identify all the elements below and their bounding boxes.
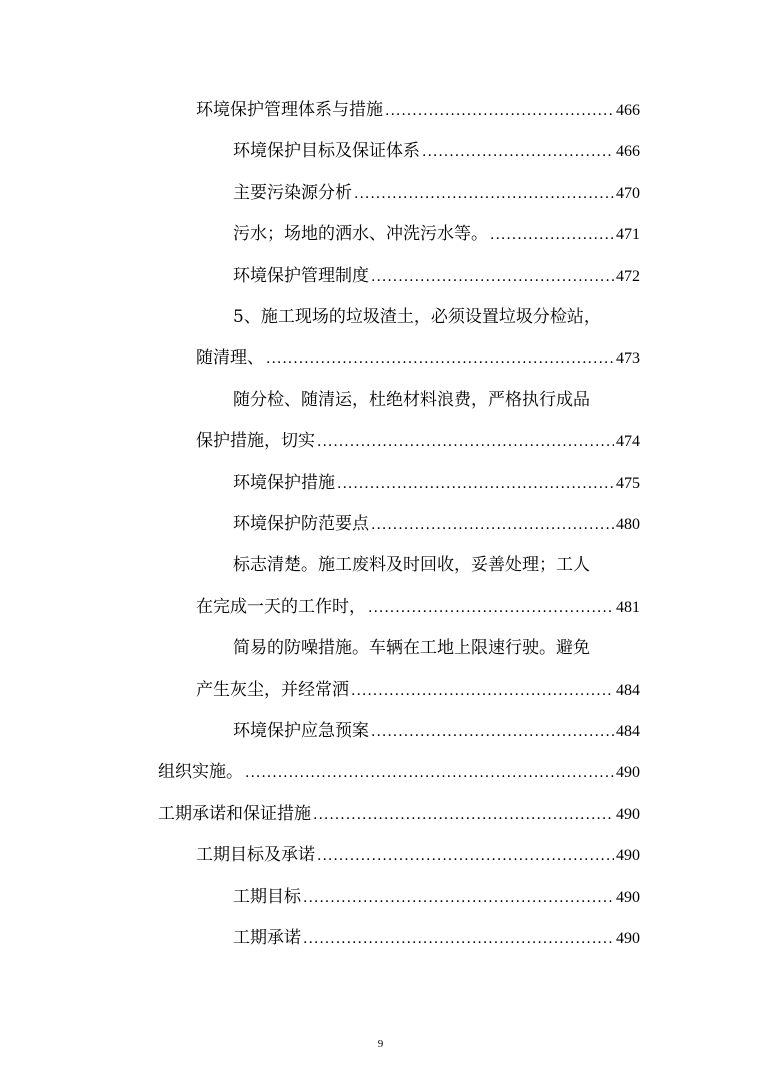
toc-entry-first-line[interactable]: 标志清楚。施工废料及时回收，妥善处理；工人 bbox=[233, 555, 590, 575]
toc-entry[interactable] bbox=[196, 593, 640, 621]
toc-entry[interactable] bbox=[233, 469, 640, 497]
toc-dot-leader bbox=[385, 97, 614, 125]
toc-dot-leader bbox=[422, 138, 614, 166]
toc-dot-leader bbox=[317, 428, 614, 456]
toc-dot-leader bbox=[371, 263, 614, 291]
toc-page-number: 474 bbox=[616, 433, 640, 450]
toc-page-number: 490 bbox=[616, 930, 640, 947]
toc-entry[interactable] bbox=[196, 427, 640, 455]
toc-dot-leader bbox=[371, 511, 614, 539]
toc-page-number: 480 bbox=[616, 516, 640, 533]
toc-page-number: 490 bbox=[616, 889, 640, 906]
toc-entry-title: 工期承诺 bbox=[233, 928, 301, 948]
toc-entry-title: 环境保护管理体系与措施 bbox=[196, 100, 383, 120]
toc-entry-title: 环境保护管理制度 bbox=[233, 266, 369, 286]
toc-entry[interactable] bbox=[158, 758, 640, 786]
toc-page-number: 484 bbox=[616, 723, 640, 740]
toc-page-number: 470 bbox=[616, 185, 640, 202]
toc-page-number: 473 bbox=[616, 350, 640, 367]
toc-page-number: 471 bbox=[616, 226, 640, 243]
toc-entry[interactable] bbox=[233, 262, 640, 290]
toc-dot-leader bbox=[490, 221, 614, 249]
toc-entry[interactable] bbox=[233, 924, 640, 952]
toc-dot-leader bbox=[313, 801, 614, 829]
toc-dot-leader bbox=[337, 470, 614, 498]
toc-entry[interactable] bbox=[233, 179, 640, 207]
toc-dot-leader bbox=[371, 718, 614, 746]
toc-entry-title: 环境保护措施 bbox=[233, 473, 335, 493]
toc-dot-leader bbox=[245, 759, 614, 787]
toc-page-number: 466 bbox=[616, 102, 640, 119]
toc-entry-title: 环境保护应急预案 bbox=[233, 721, 369, 741]
toc-entry[interactable] bbox=[196, 676, 640, 704]
toc-entry-title: 工期目标及承诺 bbox=[196, 845, 315, 865]
toc-page-number: 490 bbox=[616, 806, 640, 823]
toc-entry-title: 主要污染源分析 bbox=[233, 183, 352, 203]
toc-entry[interactable] bbox=[233, 137, 640, 165]
toc-entry[interactable] bbox=[233, 510, 640, 538]
toc-entry[interactable] bbox=[196, 96, 640, 124]
toc-entry-first-line[interactable]: 简易的防噪措施。车辆在工地上限速行驶。避免 bbox=[233, 638, 590, 658]
toc-entry-title: 保护措施，切实 bbox=[196, 431, 315, 451]
toc-page-number: 466 bbox=[616, 143, 640, 160]
toc-page-number: 490 bbox=[616, 764, 640, 781]
toc-entry[interactable] bbox=[196, 344, 640, 372]
toc-entry-title: 环境保护防范要点 bbox=[233, 514, 369, 534]
toc-page-number: 472 bbox=[616, 268, 640, 285]
page-number: 9 bbox=[377, 1038, 384, 1050]
toc-entry[interactable] bbox=[233, 220, 640, 248]
toc-page-number: 475 bbox=[616, 475, 640, 492]
toc-entry-title: 在完成一天的工作时， bbox=[196, 597, 366, 617]
toc-page-number: 490 bbox=[616, 847, 640, 864]
toc-dot-leader bbox=[368, 594, 614, 622]
toc-entry-title: 污水；场地的洒水、冲洗污水等。 bbox=[233, 224, 488, 244]
toc-entry[interactable] bbox=[233, 883, 640, 911]
toc-entry-title: 环境保护目标及保证体系 bbox=[233, 141, 420, 161]
toc-page-number: 481 bbox=[616, 599, 640, 616]
toc-dot-leader bbox=[303, 925, 614, 953]
toc-entry-title: 工期承诺和保证措施 bbox=[158, 804, 311, 824]
toc-dot-leader bbox=[351, 677, 614, 705]
toc-page-number: 484 bbox=[616, 682, 640, 699]
toc-entry-title: 随清理、 bbox=[196, 348, 264, 368]
toc-dot-leader bbox=[317, 842, 614, 870]
toc-entry-first-line[interactable]: 随分检、随清运，杜绝材料浪费，严格执行成品 bbox=[233, 390, 590, 410]
toc-entry-title: 产生灰尘，并经常洒 bbox=[196, 680, 349, 700]
toc-dot-leader bbox=[266, 345, 614, 373]
toc-entry[interactable] bbox=[233, 717, 640, 745]
toc-entry-first-line[interactable]: 5、施工现场的垃圾渣土，必须设置垃圾分检站， bbox=[233, 307, 601, 327]
toc-entry[interactable] bbox=[158, 800, 640, 828]
toc-entry[interactable] bbox=[196, 841, 640, 869]
toc-entry-title: 工期目标 bbox=[233, 887, 301, 907]
toc-entry-title: 组织实施。 bbox=[158, 762, 243, 782]
toc-dot-leader bbox=[354, 180, 614, 208]
toc-dot-leader bbox=[303, 884, 614, 912]
